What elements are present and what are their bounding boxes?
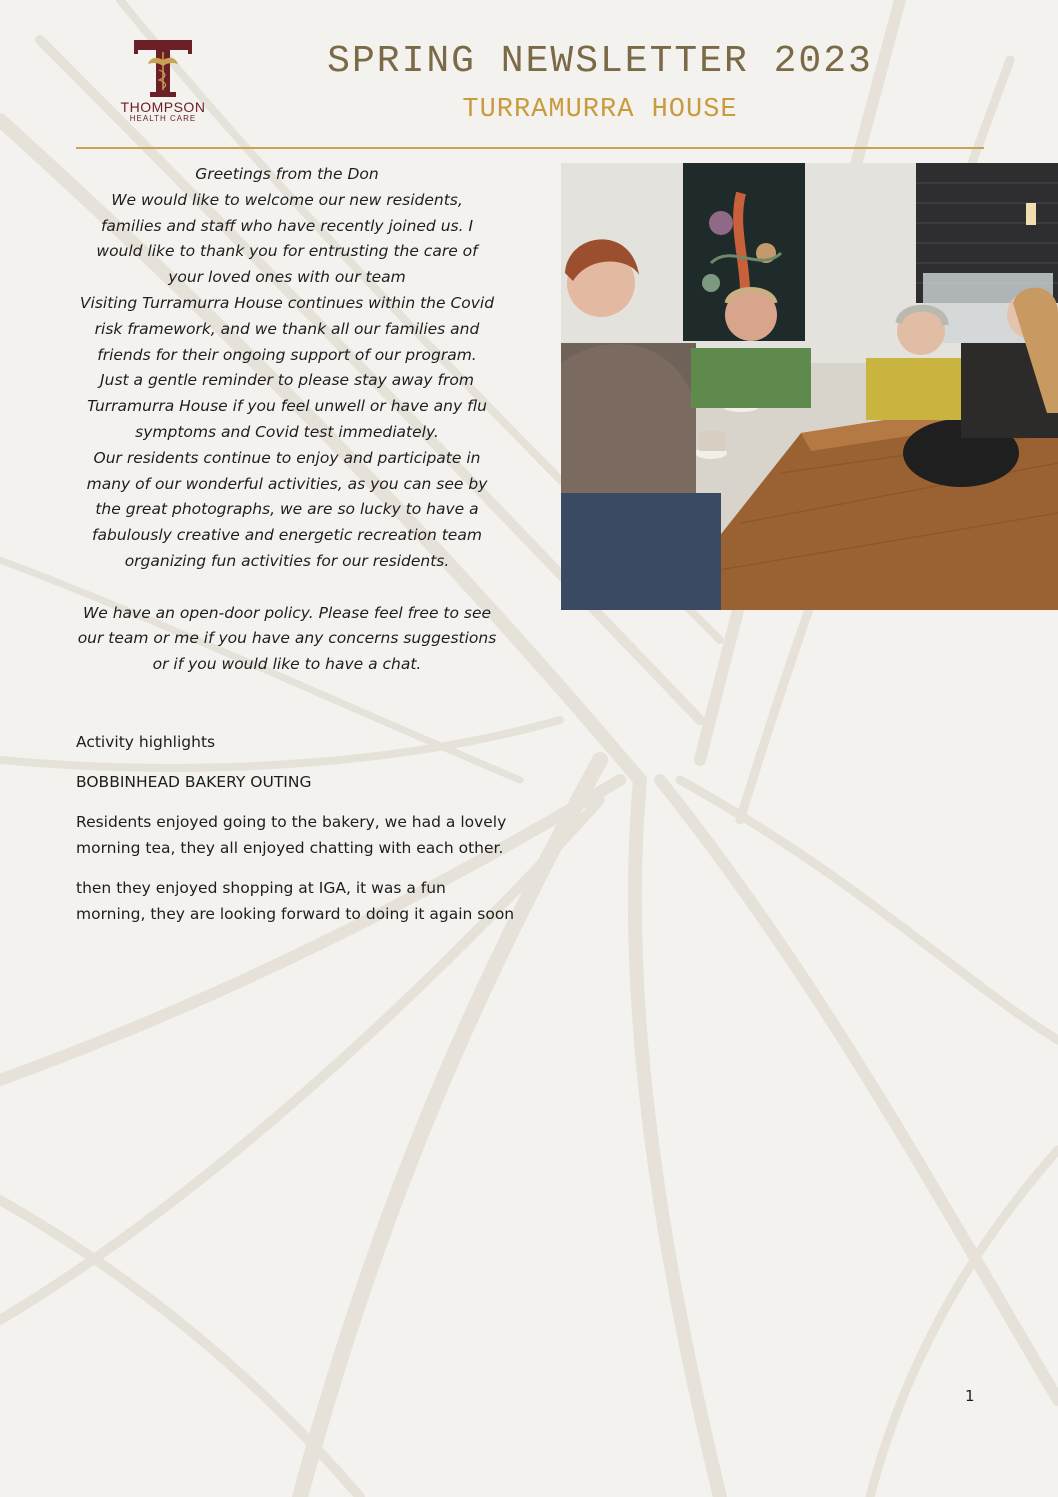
activity-highlights bbox=[76, 729, 516, 941]
intro-line: families and staff who have recently joined us. I bbox=[100, 216, 474, 235]
intro-line: Just a gentle reminder to please stay away from bbox=[100, 371, 474, 390]
intro-line: friends for their ongoing support of our program. bbox=[97, 345, 477, 364]
intro-line: We would like to welcome our new residents, bbox=[111, 190, 463, 209]
intro-line: organizing fun activities for our residents. bbox=[124, 551, 450, 570]
intro-line: your loved ones with our team bbox=[168, 268, 406, 287]
bakery-outing-photo bbox=[561, 163, 1058, 610]
policy-line: We have an open-door policy. Please feel free to see bbox=[82, 603, 492, 622]
newsletter-title: SPRING NEWSLETTER 2023 bbox=[327, 40, 873, 83]
t-monogram-icon bbox=[134, 38, 192, 98]
outing-paragraph: Residents enjoyed going to the bakery, we had a lovely morning tea, they all enjoyed chatting with each other. bbox=[76, 813, 507, 857]
page-number: 1 bbox=[965, 1387, 975, 1405]
house-subtitle: TURRAMURRA HOUSE bbox=[462, 95, 738, 125]
logo-subtitle: HEALTH CARE bbox=[129, 114, 197, 123]
header-divider bbox=[76, 147, 984, 149]
intro-line: the great photographs, we are so lucky to have a bbox=[95, 500, 479, 519]
intro-line: risk framework, and we thank all our families and bbox=[94, 319, 480, 338]
policy-line: our team or me if you have any concerns suggestions bbox=[77, 629, 497, 648]
intro-line: Turramurra House if you feel unwell or have any flu bbox=[87, 397, 487, 416]
intro-line: many of our wonderful activities, as you can see by bbox=[86, 474, 488, 493]
policy-line: or if you would like to have a chat. bbox=[152, 655, 422, 674]
intro-line: Visiting Turramurra House continues within the Covid bbox=[79, 293, 495, 312]
intro-message bbox=[70, 162, 504, 678]
outing-paragraph: then they enjoyed shopping at IGA, it was a fun morning, they are looking forward to doing it again soon bbox=[76, 879, 515, 923]
paragraph-gap bbox=[70, 575, 504, 601]
intro-line: symptoms and Covid test immediately. bbox=[135, 422, 439, 441]
intro-line: would like to thank you for entrusting the care of bbox=[96, 242, 478, 261]
intro-line: fabulously creative and energetic recreation team bbox=[92, 526, 482, 545]
intro-line: Greetings from the Don bbox=[195, 165, 379, 183]
outing-title: BOBBINHEAD BAKERY OUTING bbox=[76, 773, 312, 791]
intro-line: Our residents continue to enjoy and participate in bbox=[93, 448, 481, 467]
logo-name: THOMPSON bbox=[120, 99, 206, 115]
section-heading: Activity highlights bbox=[76, 733, 216, 751]
thompson-logo bbox=[110, 38, 216, 134]
